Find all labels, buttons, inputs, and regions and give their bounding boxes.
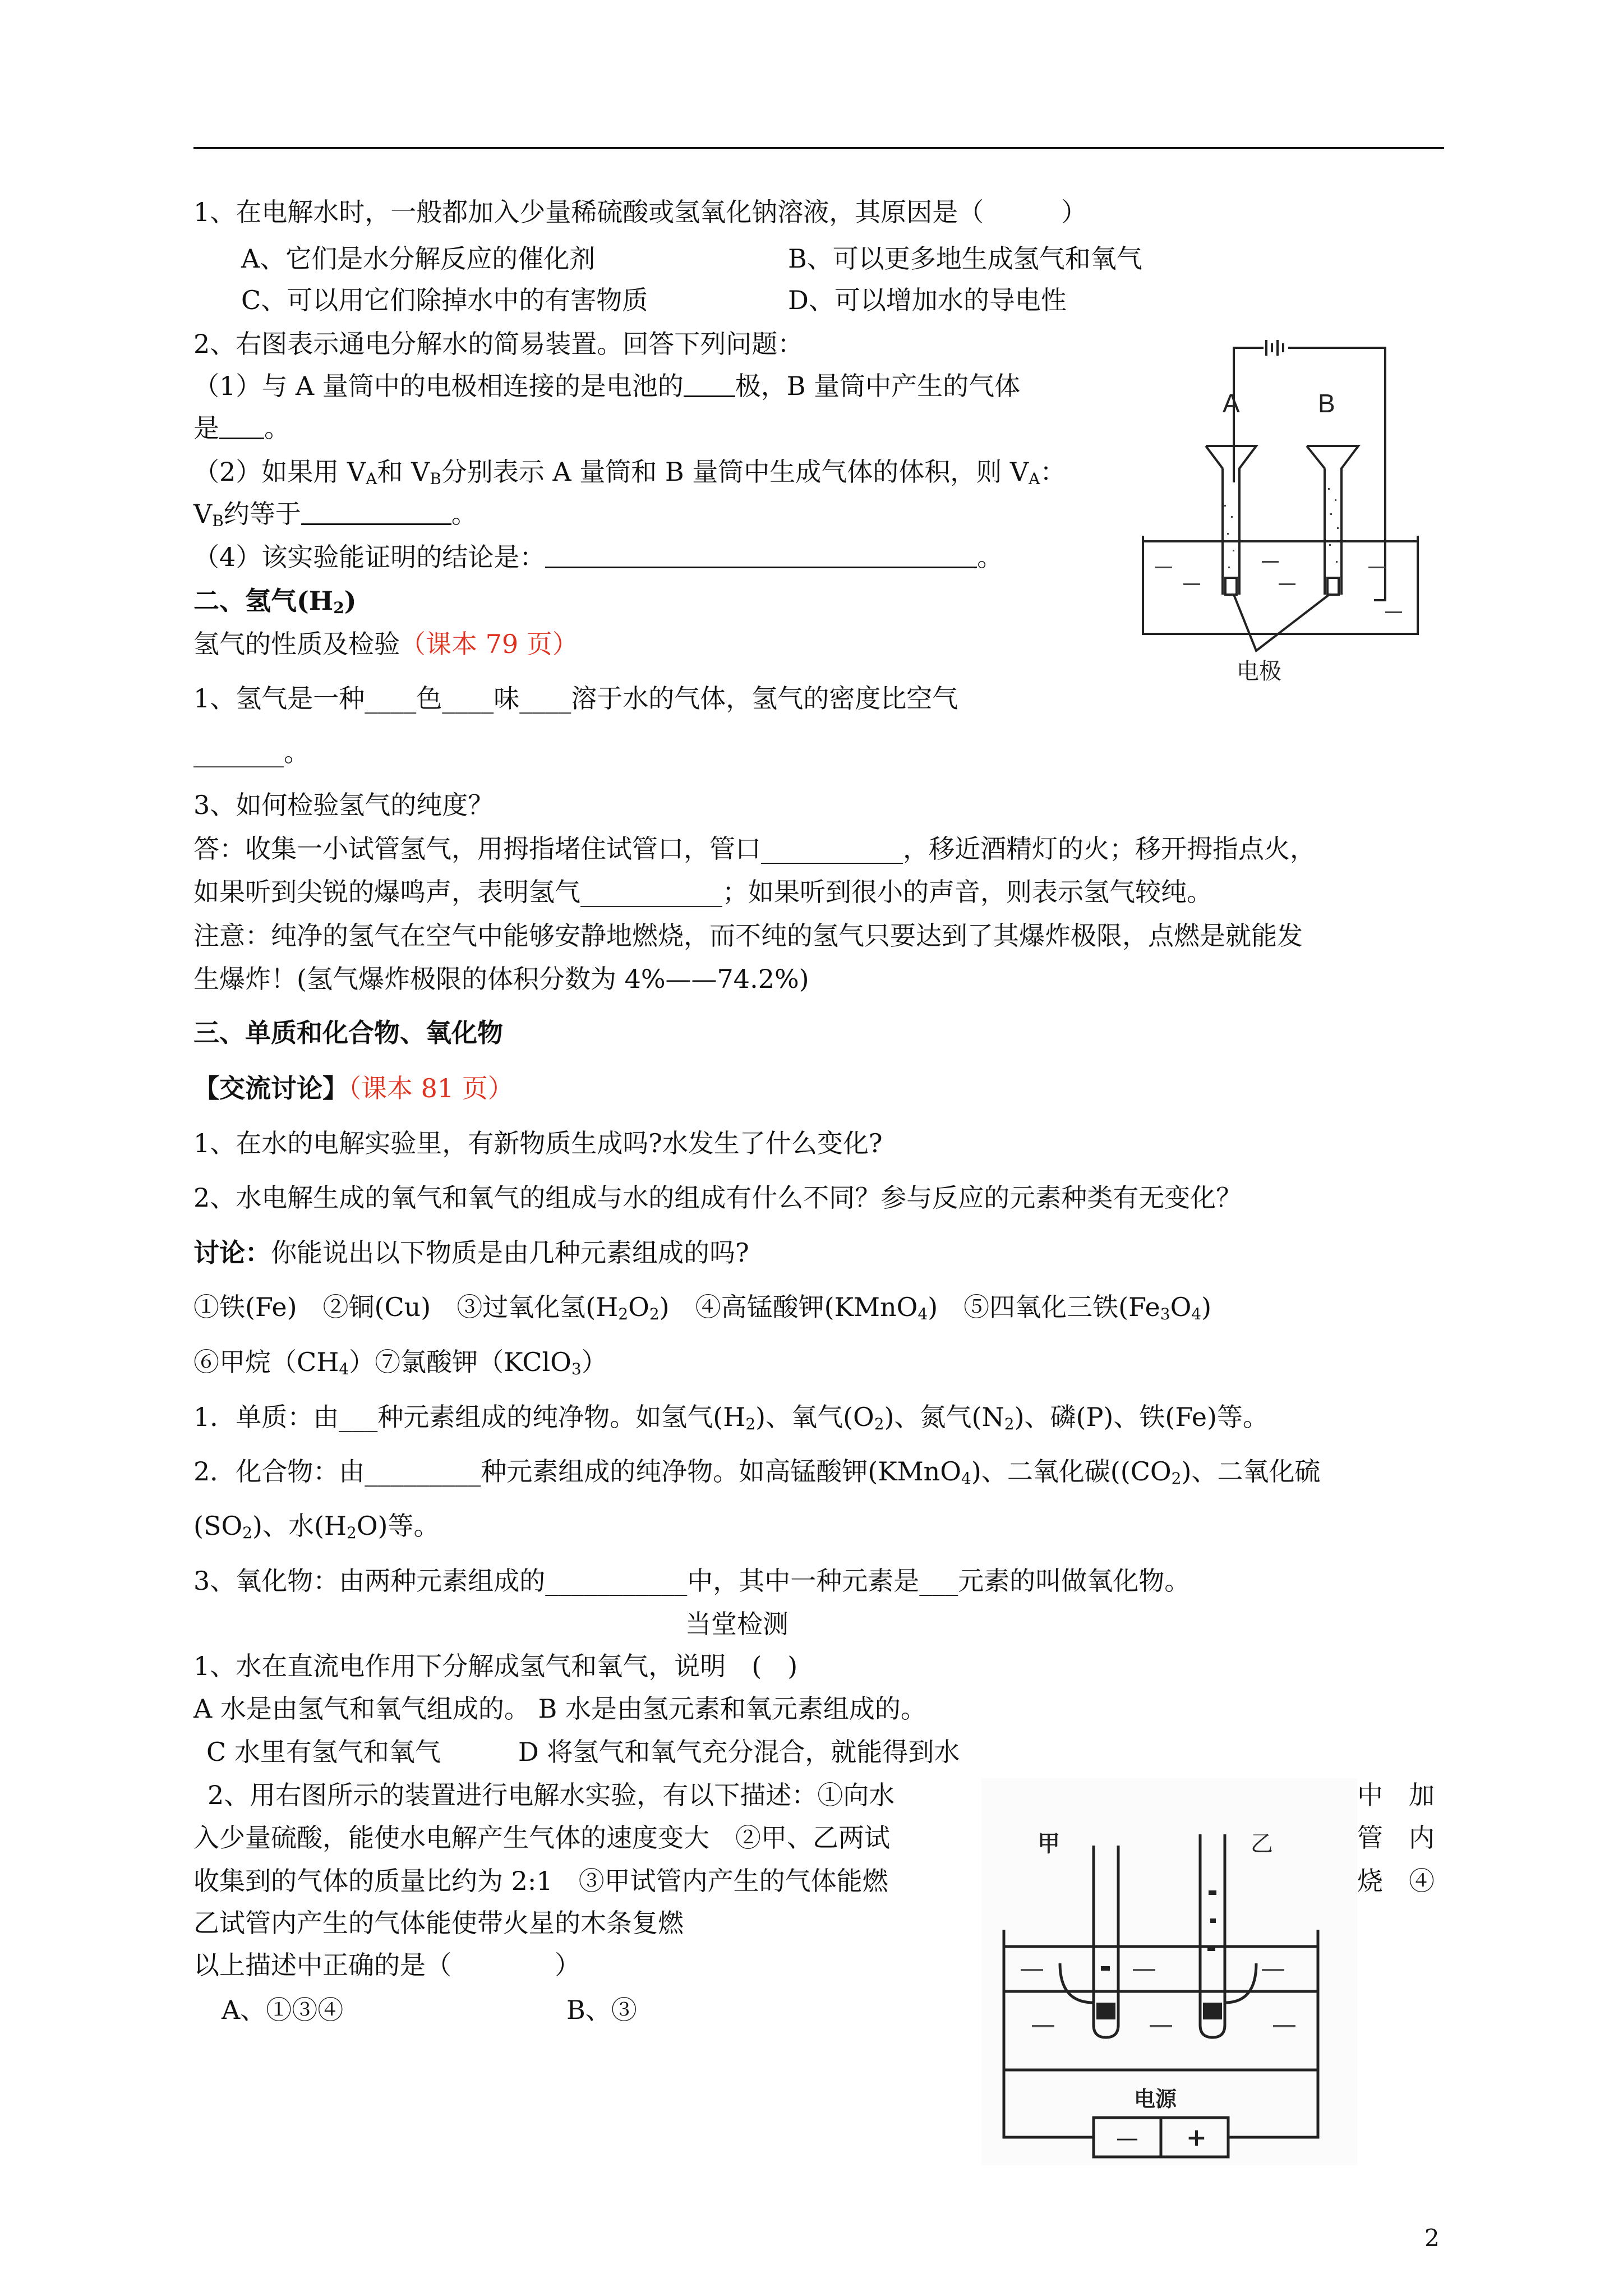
purity-answer-line2: 如果听到尖锐的爆鸣声，表明氢气___________；如果听到很小的声音，则表示氢气较纯。: [193, 877, 1212, 907]
test-q2-line2-right: 管 内: [1357, 1823, 1435, 1853]
test-q1-options-ab: A 水是由氢气和氧气组成的。 B 水是由氢元素和氧元素组成的。: [193, 1694, 926, 1724]
note-line2: 生爆炸！(氢气爆炸极限的体积分数为 4%——74.2%): [193, 964, 809, 994]
subscript: 2: [618, 1305, 629, 1323]
tube-yi-label: 乙: [1251, 1831, 1273, 1857]
q2-part4: [193, 544, 1003, 570]
q1-stem: 1、在电解水时，一般都加入少量稀硫酸或氢氧化钠溶液，其原因是（ ）: [193, 197, 1087, 227]
definition-text: (SO: [193, 1511, 243, 1541]
subscript: 2: [745, 1415, 756, 1433]
answer-blank[interactable]: [684, 373, 735, 397]
subscript: A: [1029, 470, 1040, 488]
answer-blank[interactable]: [301, 501, 451, 525]
substance-text: ①铁(Fe) ②铜(Cu) ③过氧化氢(H: [193, 1292, 619, 1322]
definition-text: 2．化合物：由_________种元素组成的纯净物。如高锰酸钾(KMnO: [193, 1456, 962, 1487]
header-rule: [193, 147, 1444, 149]
section2-title: [193, 586, 357, 617]
substance-text: ) ④高锰酸钾(KMnO: [659, 1292, 918, 1322]
subscript: B: [430, 470, 441, 488]
substance-text: ⑥甲烷（CH: [193, 1347, 339, 1377]
cylinder-a-label: A: [1223, 389, 1240, 418]
electrode-label: 电极: [1237, 659, 1281, 684]
answer-blank[interactable]: [219, 415, 264, 439]
section2-subtitle: [193, 631, 578, 657]
definition-compound-cont: [193, 1511, 440, 1542]
q2-part1-text-b: 极，B 量筒中产生的气体: [735, 371, 1021, 401]
q2-part2-cont: [193, 499, 477, 530]
cylinder-b-label: B: [1318, 389, 1335, 418]
page-number: 2: [1424, 2224, 1440, 2252]
subscript: 2: [1171, 1469, 1182, 1488]
substance-text: ): [1201, 1292, 1212, 1322]
substance-text: ) ⑤四氧化三铁(Fe: [928, 1292, 1160, 1322]
test-q2-option-b: B、③: [566, 1995, 637, 2025]
test-q2-line4: 乙试管内产生的气体能使带火星的木条复燃: [193, 1908, 684, 1938]
negative-terminal-label: —: [1116, 2125, 1138, 2151]
substance-text: O: [1170, 1292, 1192, 1322]
hydrogen-property-line: 1、氢气是一种____色____味____溶于水的气体，氢气的密度比空气: [193, 683, 958, 714]
q2-part2-text: 。: [451, 499, 477, 529]
q2-part1-text-d: 。: [264, 413, 290, 443]
test-q2-option-a: A、①③④: [222, 1995, 344, 2025]
q1-option-d: D、可以增加水的导电性: [788, 285, 1067, 315]
discussion-label: 【交流讨论】: [193, 1073, 348, 1103]
subscript: 2: [1004, 1415, 1015, 1433]
purity-question: 3、如何检验氢气的纯度？: [193, 790, 494, 820]
definition-element: [193, 1402, 1269, 1433]
q1-option-a: A、它们是水分解反应的催化剂: [241, 243, 596, 274]
subscript: 3: [571, 1360, 582, 1378]
q2-part1-text-c: 是: [193, 413, 219, 443]
definition-oxide: 3、氧化物：由两种元素组成的___________中，其中一种元素是___元素的叫做氧化物。: [193, 1566, 1191, 1596]
subscript: 2: [347, 1524, 357, 1542]
textbook-reference: （课本 81 页）: [348, 1073, 514, 1103]
definition-text: )、磷(P)、铁(Fe)等。: [1014, 1402, 1269, 1432]
definition-text: )、氮气(N: [884, 1402, 1004, 1432]
definition-text: )、二氧化碳((CO: [971, 1456, 1172, 1487]
subscript: 4: [339, 1360, 349, 1378]
section2-title-text: ): [344, 586, 357, 616]
q2-part4-text: 。: [977, 542, 1003, 572]
subscript: 3: [1160, 1305, 1170, 1323]
test-q2-line1-right: 中 加: [1357, 1780, 1435, 1810]
q2-part2: [193, 457, 1066, 488]
talk-prompt: [193, 1237, 749, 1268]
talk-label: 讨论：: [193, 1237, 271, 1268]
substance-text: ）⑦氯酸钾（KClO: [349, 1347, 571, 1377]
substance-text: O: [628, 1292, 649, 1322]
test-q2-line2: 入少量硫酸，能使水电解产生气体的速度变大 ②甲、乙两试: [193, 1823, 890, 1853]
section2-subtitle-text: 氢气的性质及检验: [193, 629, 400, 659]
subscript: 4: [1191, 1305, 1202, 1323]
q2-part1: [193, 373, 1020, 399]
subscript: 2: [874, 1415, 884, 1433]
q2-part2-text: ：: [1040, 457, 1066, 487]
q2-part2-text: V: [193, 499, 213, 529]
power-source-label: 电源: [1134, 2087, 1177, 2111]
subscript: B: [212, 512, 224, 530]
test-q2-line3-right: 烧 ④: [1357, 1866, 1435, 1896]
discussion-q1: 1、在水的电解实验里，有新物质生成吗?水发生了什么变化?: [193, 1128, 883, 1158]
test-title: 当堂检测: [685, 1609, 789, 1639]
q2-part2-text: 和 V: [377, 457, 430, 487]
test-q2-line1: 2、用右图所示的装置进行电解水实验，有以下描述：①向水: [208, 1780, 895, 1810]
definition-compound: [193, 1456, 1321, 1488]
definition-text: 1．单质：由___种元素组成的纯净物。如氢气(H: [193, 1402, 746, 1432]
tube-jia-label: 甲: [1038, 1831, 1060, 1857]
note-line1: 注意：纯净的氢气在空气中能够安静地燃烧，而不纯的氢气只要达到了其爆炸极限，点燃是就能发: [193, 921, 1303, 951]
definition-text: )、水(H: [252, 1511, 347, 1541]
test-q1: 1、水在直流电作用下分解成氢气和氧气，说明 ( ): [193, 1651, 798, 1681]
q2-part4-text: （4）该实验能证明的结论是：: [193, 542, 546, 572]
q2-stem: 2、右图表示通电分解水的简易装置。回答下列问题：: [193, 329, 804, 359]
hydrogen-property-line-cont: _______。: [193, 737, 310, 767]
electrolysis-apparatus-figure: [1138, 320, 1430, 684]
q2-part1-cont: [193, 415, 290, 441]
section2-title-text: 二、氢气(H: [193, 586, 334, 616]
q2-part2-text: （2）如果用 V: [193, 457, 366, 487]
definition-text: O)等。: [356, 1511, 440, 1541]
test-q2-line5: 以上描述中正确的是（ ）: [193, 1950, 580, 1980]
discussion-heading: [193, 1075, 514, 1101]
q2-part1-text-a: （1）与 A 量筒中的电极相连接的是电池的: [193, 371, 684, 401]
definition-text: )、二氧化硫: [1181, 1456, 1321, 1487]
subscript: A: [366, 470, 377, 488]
talk-text: 你能说出以下物质是由几种元素组成的吗?: [271, 1237, 749, 1268]
q2-part2-text: 分别表示 A 量筒和 B 量筒中生成气体的体积，则 V: [441, 457, 1029, 487]
definition-text: )、氧气(O: [755, 1402, 874, 1432]
q2-part2-text: 约等于: [223, 499, 301, 529]
subscript: 2: [242, 1524, 252, 1542]
answer-blank[interactable]: [545, 544, 977, 568]
substance-list-1: [193, 1292, 1212, 1323]
discussion-q2: 2、水电解生成的氧气和氧气的组成与水的组成有什么不同？参与反应的元素种类有无变化？: [193, 1182, 1242, 1213]
q1-option-c: C、可以用它们除掉水中的有害物质: [241, 285, 648, 315]
subscript: 2: [649, 1305, 660, 1323]
test-tube-electrolysis-figure: [981, 1778, 1357, 2165]
subscript: 4: [961, 1469, 971, 1488]
test-q1-options-cd: C 水里有氢气和氧气 D 将氢气和氧气充分混合，就能得到水: [206, 1737, 960, 1767]
subscript: 4: [917, 1305, 928, 1323]
section3-title: 三、单质和化合物、氧化物: [193, 1018, 503, 1048]
textbook-reference: （课本 79 页）: [400, 629, 578, 659]
positive-terminal-label: +: [1186, 2123, 1207, 2152]
subscript: 2: [333, 599, 344, 617]
test-q2-line3: 收集到的气体的质量比约为 2:1 ③甲试管内产生的气体能燃: [193, 1866, 888, 1896]
purity-answer-line1: 答：收集一小试管氢气，用拇指堵住试管口，管口___________，移近酒精灯的火；移开拇指点火，: [193, 834, 1316, 864]
substance-text: ）: [581, 1347, 607, 1377]
q1-option-b: B、可以更多地生成氢气和氧气: [788, 243, 1142, 274]
substance-list-2: [193, 1347, 607, 1378]
